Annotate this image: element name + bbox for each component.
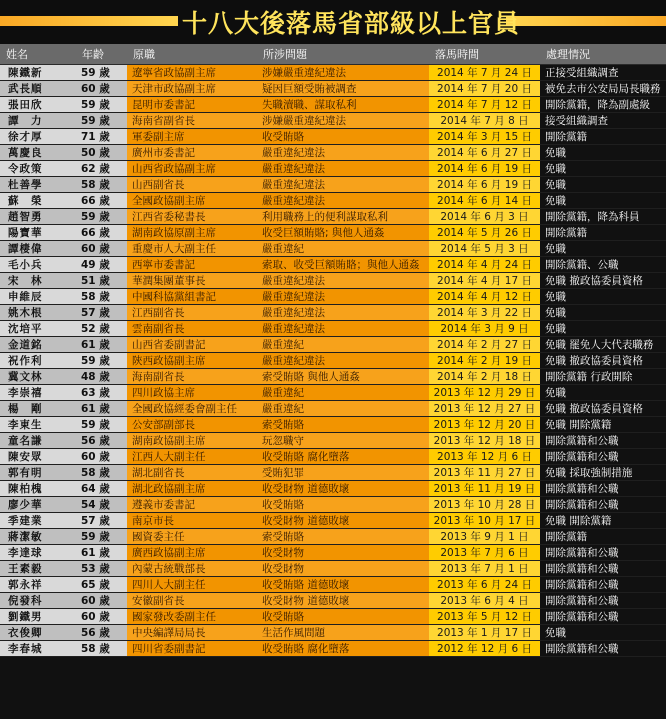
cell-issue: 疑因巨額受賄被調查 [257,81,429,97]
cell-date: 2014 年 3 月 15 日 [429,129,540,145]
cell-age: 57 歲 [76,513,127,529]
cell-name: 萬慶良 [0,145,76,161]
cell-date: 2013 年 10 月 17 日 [429,513,540,529]
cell-date: 2014 年 7 月 12 日 [429,97,540,113]
cell-date: 2014 年 5 月 26 日 [429,225,540,241]
cell-result: 免職 [540,289,666,305]
table-row [0,145,666,161]
cell-date: 2014 年 6 月 3 日 [429,209,540,225]
header-name: 姓名 [0,44,76,65]
header-position: 原職 [127,44,257,65]
cell-age: 48 歲 [76,369,127,385]
cell-age: 59 歲 [76,209,127,225]
table-row [0,321,666,337]
cell-position: 內蒙古統戰部長 [127,561,257,577]
cell-name: 郭永祥 [0,577,76,593]
cell-name: 季建業 [0,513,76,529]
table-row [0,385,666,401]
cell-issue: 收受賄賂 腐化墮落 [257,449,429,465]
cell-result: 開除黨籍和公職 [540,481,666,497]
cell-name: 姚木根 [0,305,76,321]
cell-issue: 收受賄賂 道德敗壞 [257,577,429,593]
cell-issue: 嚴重違紀違法 [257,177,429,193]
cell-position: 湖南政協原副主席 [127,225,257,241]
cell-position: 海南省副省長 [127,113,257,129]
cell-age: 59 歲 [76,113,127,129]
cell-result: 正接受組織調查 [540,65,666,81]
table-row [0,129,666,145]
cell-position: 湖南政協副主席 [127,433,257,449]
cell-date: 2014 年 6 月 27 日 [429,145,540,161]
cell-name: 武長順 [0,81,76,97]
cell-result: 免職 開除黨籍 [540,417,666,433]
cell-name: 衣俊卿 [0,625,76,641]
cell-result: 開除黨籍和公職 [540,577,666,593]
cell-name: 劉鐵男 [0,609,76,625]
cell-name: 蘇 榮 [0,193,76,209]
cell-issue: 涉嫌嚴重違紀違法 [257,65,429,81]
cell-name: 徐才厚 [0,129,76,145]
cell-age: 59 歲 [76,97,127,113]
cell-issue: 嚴重違紀 [257,337,429,353]
table-row [0,433,666,449]
cell-issue: 收受賄賂 [257,497,429,513]
cell-date: 2014 年 6 月 19 日 [429,161,540,177]
cell-issue: 收受財物 道德敗壞 [257,481,429,497]
table-row [0,417,666,433]
cell-date: 2014 年 7 月 24 日 [429,65,540,81]
cell-date: 2014 年 2 月 18 日 [429,369,540,385]
cell-position: 廣州市委書記 [127,145,257,161]
cell-issue: 嚴重違紀違法 [257,321,429,337]
table-row [0,561,666,577]
cell-age: 50 歲 [76,145,127,161]
cell-date: 2013 年 6 月 4 日 [429,593,540,609]
cell-position: 湖北政協副主席 [127,481,257,497]
cell-result: 開除黨籍 [540,129,666,145]
table-row [0,641,666,657]
cell-position: 陝西政協副主席 [127,353,257,369]
cell-age: 61 歲 [76,401,127,417]
cell-age: 59 歲 [76,65,127,81]
cell-issue: 收受賄賂 腐化墮落 [257,641,429,657]
cell-date: 2013 年 9 月 1 日 [429,529,540,545]
cell-result: 開除黨籍和公職 [540,609,666,625]
cell-result: 免職 [540,145,666,161]
cell-issue: 利用職務上的便利謀取私利 [257,209,429,225]
cell-position: 華潤集團董事長 [127,273,257,289]
cell-date: 2013 年 11 月 19 日 [429,481,540,497]
cell-issue: 收受財物 [257,561,429,577]
cell-age: 62 歲 [76,161,127,177]
cell-age: 64 歲 [76,481,127,497]
cell-position: 南京市長 [127,513,257,529]
cell-age: 60 歲 [76,593,127,609]
cell-age: 66 歲 [76,193,127,209]
cell-issue: 玩忽職守 [257,433,429,449]
cell-date: 2014 年 5 月 3 日 [429,241,540,257]
cell-issue: 收受財物 [257,545,429,561]
table-row [0,177,666,193]
cell-position: 中央編譯局局長 [127,625,257,641]
cell-issue: 收受財物 道德敗壞 [257,593,429,609]
cell-age: 66 歲 [76,225,127,241]
table-row [0,241,666,257]
cell-result: 開除黨籍和公職 [540,561,666,577]
cell-issue: 嚴重違紀 [257,241,429,257]
cell-age: 57 歲 [76,305,127,321]
cell-date: 2013 年 12 月 6 日 [429,449,540,465]
table-row [0,273,666,289]
cell-position: 雲南副省長 [127,321,257,337]
cell-date: 2014 年 4 月 17 日 [429,273,540,289]
cell-result: 免職 [540,305,666,321]
table-row [0,289,666,305]
table-row [0,161,666,177]
table-header-row [0,44,666,65]
cell-name: 李達球 [0,545,76,561]
cell-result: 免職 撤政協委員資格 [540,353,666,369]
cell-issue: 嚴重違紀違法 [257,161,429,177]
cell-position: 安徽副省長 [127,593,257,609]
cell-age: 63 歲 [76,385,127,401]
cell-name: 楊 剛 [0,401,76,417]
cell-position: 昆明市委書記 [127,97,257,113]
cell-name: 王素毅 [0,561,76,577]
cell-date: 2013 年 7 月 6 日 [429,545,540,561]
cell-result: 免職 [540,177,666,193]
cell-result: 開除黨籍 [540,225,666,241]
cell-name: 譚棲偉 [0,241,76,257]
cell-issue: 索受賄賂 [257,529,429,545]
cell-age: 58 歲 [76,465,127,481]
cell-name: 沈培平 [0,321,76,337]
cell-issue: 嚴重違紀違法 [257,353,429,369]
cell-position: 公安部副部長 [127,417,257,433]
header-issue: 所涉問題 [257,44,429,65]
cell-name: 童名謙 [0,433,76,449]
cell-age: 60 歲 [76,241,127,257]
cell-result: 開除黨籍和公職 [540,545,666,561]
cell-result: 免職 開除黨籍 [540,513,666,529]
cell-age: 53 歲 [76,561,127,577]
cell-result: 開除黨籍，降為科員 [540,209,666,225]
cell-issue: 收受賄賂 [257,609,429,625]
table-row [0,113,666,129]
cell-position: 全國政協副主席 [127,193,257,209]
cell-position: 四川省委副書記 [127,641,257,657]
cell-age: 60 歲 [76,449,127,465]
cell-issue: 嚴重違紀違法 [257,145,429,161]
cell-name: 令政策 [0,161,76,177]
table-row [0,353,666,369]
cell-position: 四川人大副主任 [127,577,257,593]
table-row [0,481,666,497]
cell-name: 郭有明 [0,465,76,481]
cell-position: 國資委主任 [127,529,257,545]
cell-position: 江西省委秘書長 [127,209,257,225]
title-bar [0,0,666,44]
cell-result: 開除黨籍和公職 [540,497,666,513]
cell-date: 2014 年 6 月 14 日 [429,193,540,209]
cell-position: 遵義市委書記 [127,497,257,513]
cell-date: 2014 年 4 月 24 日 [429,257,540,273]
cell-result: 免職 [540,161,666,177]
cell-date: 2013 年 11 月 27 日 [429,465,540,481]
table-row [0,609,666,625]
cell-age: 59 歲 [76,529,127,545]
cell-issue: 索取、收受巨額賄賂；與他人通姦 [257,257,429,273]
cell-date: 2013 年 12 月 27 日 [429,401,540,417]
cell-age: 71 歲 [76,129,127,145]
cell-date: 2014 年 7 月 8 日 [429,113,540,129]
cell-issue: 收受賄賂 [257,129,429,145]
cell-result: 被免去市公安局局長職務 [540,81,666,97]
cell-age: 58 歲 [76,177,127,193]
table-row [0,465,666,481]
cell-age: 60 歲 [76,81,127,97]
cell-position: 全國政協經委會副主任 [127,401,257,417]
cell-age: 59 歲 [76,353,127,369]
table-row [0,257,666,273]
cell-name: 廖少華 [0,497,76,513]
table-row [0,65,666,81]
cell-issue: 索受賄賂 與他人通姦 [257,369,429,385]
cell-issue: 嚴重違紀 [257,401,429,417]
cell-age: 60 歲 [76,609,127,625]
cell-position: 西寧市委書記 [127,257,257,273]
table-row [0,529,666,545]
cell-issue: 索受賄賂 [257,417,429,433]
cell-issue: 嚴重違紀違法 [257,193,429,209]
cell-age: 61 歲 [76,337,127,353]
cell-name: 李東生 [0,417,76,433]
cell-age: 49 歲 [76,257,127,273]
cell-name: 冀文林 [0,369,76,385]
cell-name: 金道銘 [0,337,76,353]
table-row [0,209,666,225]
cell-position: 國家發改委副主任 [127,609,257,625]
header-result: 處理情況 [540,44,666,65]
cell-age: 59 歲 [76,417,127,433]
cell-position: 四川政協主席 [127,385,257,401]
cell-position: 江西人大副主任 [127,449,257,465]
cell-position: 軍委副主席 [127,129,257,145]
cell-result: 開除黨籍和公職 [540,433,666,449]
cell-date: 2013 年 12 月 29 日 [429,385,540,401]
page-title: 十八大後落馬省部級以上官員 [182,9,521,38]
table-row [0,513,666,529]
cell-name: 宋 林 [0,273,76,289]
cell-date: 2014 年 6 月 19 日 [429,177,540,193]
cell-result: 免職 罷免人大代表職務 [540,337,666,353]
cell-date: 2013 年 7 月 1 日 [429,561,540,577]
table-row [0,337,666,353]
table-row [0,577,666,593]
cell-issue: 收受財物 道德敗壞 [257,513,429,529]
cell-name: 譚 力 [0,113,76,129]
cell-date: 2013 年 12 月 18 日 [429,433,540,449]
cell-result: 免職 採取強制措施 [540,465,666,481]
cell-name: 倪發科 [0,593,76,609]
cell-age: 51 歲 [76,273,127,289]
cell-age: 61 歲 [76,545,127,561]
cell-result: 開除黨籍、公職 [540,257,666,273]
cell-date: 2013 年 10 月 28 日 [429,497,540,513]
cell-result: 開除黨籍 行政開除 [540,369,666,385]
cell-issue: 收受巨額賄賂; 與他人通姦 [257,225,429,241]
cell-age: 56 歲 [76,625,127,641]
cell-result: 開除黨籍和公職 [540,593,666,609]
cell-name: 張田欣 [0,97,76,113]
table-row [0,401,666,417]
cell-date: 2013 年 6 月 24 日 [429,577,540,593]
cell-position: 中國科協黨組書記 [127,289,257,305]
cell-date: 2014 年 2 月 19 日 [429,353,540,369]
cell-name: 蔣潔敏 [0,529,76,545]
table-row [0,193,666,209]
cell-age: 54 歲 [76,497,127,513]
cell-result: 免職 [540,193,666,209]
cell-result: 開除黨籍 [540,529,666,545]
cell-position: 山西副省長 [127,177,257,193]
cell-issue: 嚴重違紀違法 [257,289,429,305]
cell-age: 58 歲 [76,289,127,305]
cell-issue: 嚴重違紀違法 [257,273,429,289]
cell-issue: 受賄犯罪 [257,465,429,481]
cell-name: 陳鐵新 [0,65,76,81]
header-age: 年齡 [76,44,127,65]
cell-date: 2014 年 2 月 27 日 [429,337,540,353]
cell-issue: 嚴重違紀違法 [257,305,429,321]
cell-result: 免職 撤政協委員資格 [540,401,666,417]
table-row [0,497,666,513]
table-row [0,369,666,385]
cell-age: 52 歲 [76,321,127,337]
cell-position: 重慶市人大副主任 [127,241,257,257]
cell-result: 接受組織調查 [540,113,666,129]
table-row [0,545,666,561]
cell-name: 趙智勇 [0,209,76,225]
cell-result: 免職 [540,385,666,401]
title-accent-left [0,16,178,26]
cell-result: 免職 [540,241,666,257]
cell-age: 58 歲 [76,641,127,657]
cell-issue: 失職瀆職、謀取私利 [257,97,429,113]
header-date: 落馬時間 [429,44,540,65]
cell-name: 陽寶華 [0,225,76,241]
officials-table [0,44,666,657]
cell-date: 2013 年 12 月 20 日 [429,417,540,433]
table-row [0,97,666,113]
cell-age: 65 歲 [76,577,127,593]
cell-result: 開除黨籍和公職 [540,449,666,465]
cell-name: 陳安眾 [0,449,76,465]
cell-result: 免職 撤政協委員資格 [540,273,666,289]
title-accent-right [506,16,666,26]
cell-name: 祝作利 [0,353,76,369]
cell-name: 毛小兵 [0,257,76,273]
table-row [0,449,666,465]
cell-date: 2012 年 12 月 6 日 [429,641,540,657]
cell-date: 2014 年 4 月 12 日 [429,289,540,305]
cell-position: 遼寧省政協副主席 [127,65,257,81]
cell-position: 山西省政協副主席 [127,161,257,177]
table-row [0,593,666,609]
cell-name: 陳柏槐 [0,481,76,497]
cell-issue: 生活作風問題 [257,625,429,641]
cell-name: 申維辰 [0,289,76,305]
cell-position: 海南副省長 [127,369,257,385]
cell-date: 2013 年 5 月 12 日 [429,609,540,625]
cell-result: 免職 [540,321,666,337]
cell-position: 天津市政協副主席 [127,81,257,97]
table-row [0,305,666,321]
cell-position: 廣西政協副主席 [127,545,257,561]
cell-issue: 涉嫌嚴重違紀違法 [257,113,429,129]
table-row [0,81,666,97]
cell-result: 開除黨籍和公職 [540,641,666,657]
cell-name: 杜善學 [0,177,76,193]
cell-date: 2014 年 7 月 20 日 [429,81,540,97]
cell-result: 開除黨籍，降為副處級 [540,97,666,113]
cell-date: 2014 年 3 月 9 日 [429,321,540,337]
cell-issue: 嚴重違紀 [257,385,429,401]
table-row [0,225,666,241]
cell-result: 免職 [540,625,666,641]
cell-position: 江西副省長 [127,305,257,321]
cell-position: 湖北副省長 [127,465,257,481]
table-row [0,625,666,641]
cell-age: 56 歲 [76,433,127,449]
cell-name: 李春城 [0,641,76,657]
cell-position: 山西省委副書記 [127,337,257,353]
cell-name: 李崇禧 [0,385,76,401]
cell-date: 2014 年 3 月 22 日 [429,305,540,321]
cell-date: 2013 年 1 月 17 日 [429,625,540,641]
